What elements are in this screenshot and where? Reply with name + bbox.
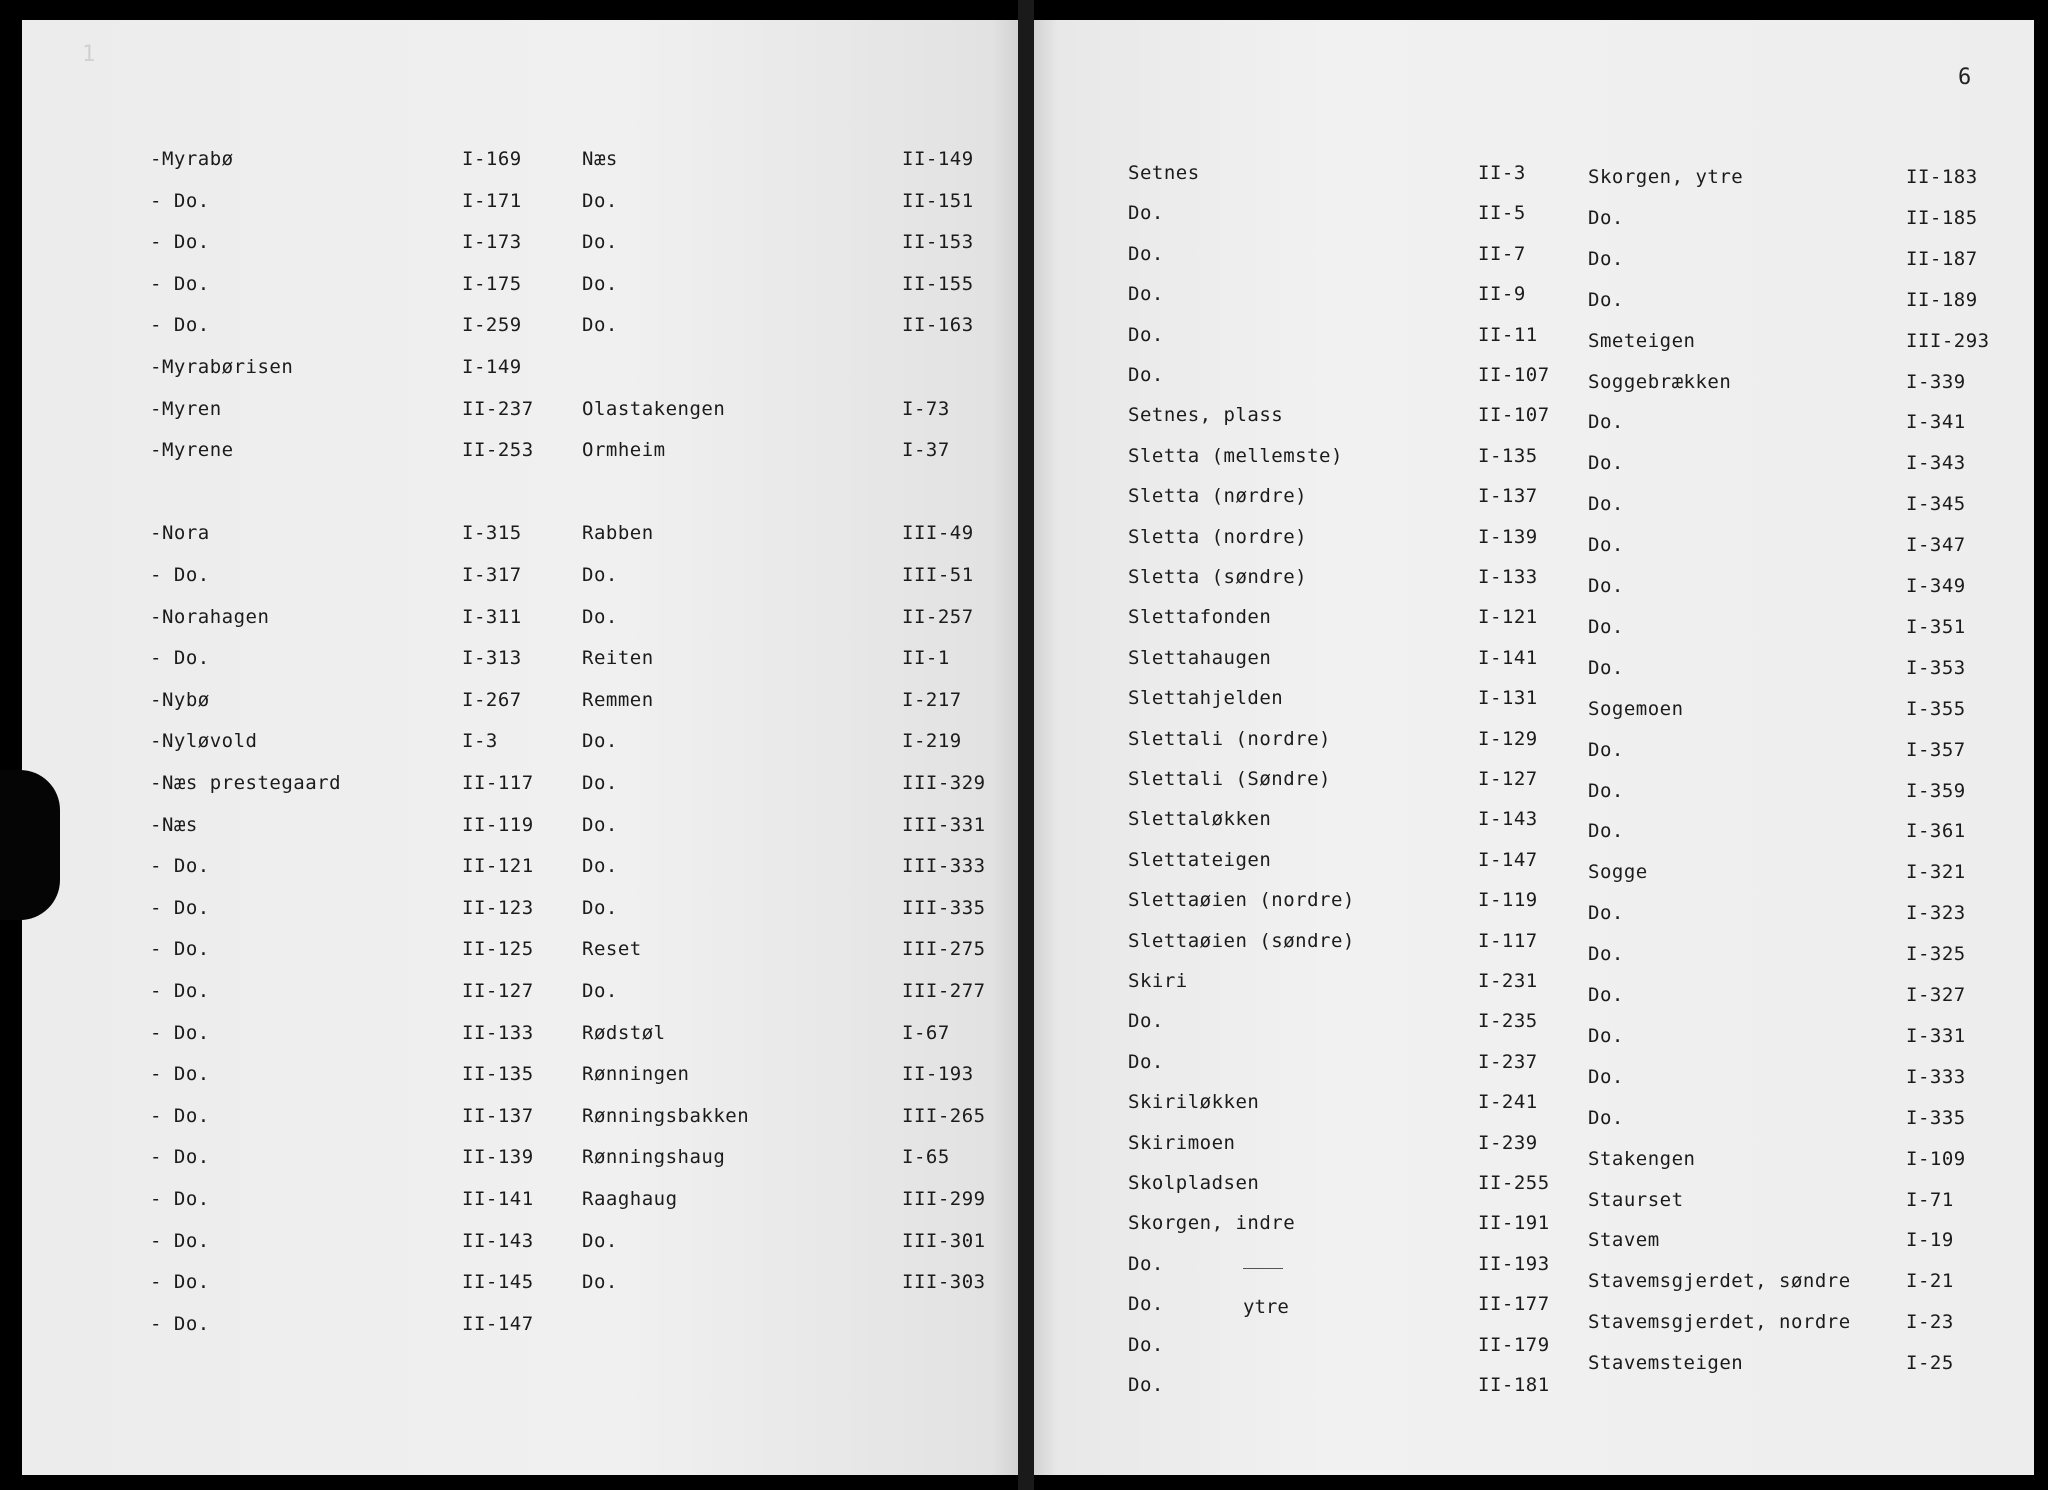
entry-name: Sogge — [1588, 861, 1648, 883]
entry-reference: I-313 — [462, 647, 522, 669]
entry-reference: III-331 — [902, 814, 986, 836]
entry-reference: II-253 — [462, 439, 534, 461]
entry-reference: I-239 — [1478, 1132, 1538, 1154]
entry-reference: I-359 — [1906, 780, 1966, 802]
entry-name: Rønningsbakken — [582, 1105, 750, 1127]
entry-name: - Do. — [150, 231, 210, 253]
entry-reference: II-257 — [902, 606, 974, 628]
entry-name: Do. — [1588, 820, 1624, 842]
entry-reference: I-335 — [1906, 1107, 1966, 1129]
entry-reference: I-65 — [902, 1146, 950, 1168]
entry-name: Do. — [1588, 902, 1624, 924]
entry-name: Skirimoen — [1128, 1132, 1236, 1154]
entry-reference: II-133 — [462, 1022, 534, 1044]
entry-name: Do. — [582, 730, 618, 752]
entry-reference: I-321 — [1906, 861, 1966, 883]
entry-name: Olastakengen — [582, 398, 726, 420]
entry-name: - Do. — [150, 1146, 210, 1168]
entry-reference: I-349 — [1906, 575, 1966, 597]
entry-reference: II-127 — [462, 980, 534, 1002]
entry-name: Stavem — [1588, 1229, 1660, 1251]
entry-reference: II-117 — [462, 772, 534, 794]
entry-reference: I-143 — [1478, 808, 1538, 830]
entry-name: Skorgen, indre — [1128, 1212, 1296, 1234]
entry-name: Do. — [582, 1230, 618, 1252]
entry-name: Rabben — [582, 522, 654, 544]
entry-reference: I-217 — [902, 689, 962, 711]
entry-reference: III-49 — [902, 522, 974, 544]
entry-reference: I-345 — [1906, 493, 1966, 515]
entry-name: Slettaløkken — [1128, 808, 1272, 830]
entry-name: Do. — [1588, 289, 1624, 311]
entry-name: Soggebrækken — [1588, 371, 1732, 393]
entry-reference: I-173 — [462, 231, 522, 253]
entry-name: - Do. — [150, 1230, 210, 1252]
entry-name: - Do. — [150, 273, 210, 295]
entry-name: Sogemoen — [1588, 698, 1684, 720]
entry-name: Slettali (Søndre) — [1128, 768, 1331, 790]
entry-reference: II-121 — [462, 855, 534, 877]
entry-name: Skiri — [1128, 970, 1188, 992]
entry-name: Do. — [582, 897, 618, 919]
entry-reference: I-131 — [1478, 687, 1538, 709]
entry-reference: II-151 — [902, 190, 974, 212]
entry-name: Do. — [1588, 575, 1624, 597]
entry-name: Do. — [582, 1271, 618, 1293]
entry-reference: I-67 — [902, 1022, 950, 1044]
entry-reference: II-1 — [902, 647, 950, 669]
entry-reference: I-343 — [1906, 452, 1966, 474]
entry-name: -Myrabø — [150, 148, 234, 170]
entry-name: Setnes — [1128, 162, 1200, 184]
entry-name: Do. — [582, 772, 618, 794]
right-page-number: 6 — [1958, 65, 1972, 90]
entry-name: Stavemsgjerdet, nordre — [1588, 1311, 1851, 1333]
entry-name: -Nyløvold — [150, 730, 258, 752]
entry-reference: I-259 — [462, 314, 522, 336]
entry-name: - Do. — [150, 855, 210, 877]
entry-reference: II-9 — [1478, 283, 1526, 305]
entry-reference: II-7 — [1478, 243, 1526, 265]
entry-name: -Myren — [150, 398, 222, 420]
entry-name: Do. — [1588, 452, 1624, 474]
entry-reference: II-123 — [462, 897, 534, 919]
entry-name: Do. — [582, 314, 618, 336]
entry-name: - Do. — [150, 1313, 210, 1335]
entry-name: Do. — [1128, 202, 1164, 224]
entry-reference: I-135 — [1478, 445, 1538, 467]
entry-name: Slettateigen — [1128, 849, 1272, 871]
entry-reference: I-23 — [1906, 1311, 1954, 1333]
divider — [1243, 1268, 1283, 1269]
entry-reference: II-255 — [1478, 1172, 1550, 1194]
entry-name: Do. — [1588, 493, 1624, 515]
entry-reference: II-189 — [1906, 289, 1978, 311]
entry-name: -Nybø — [150, 689, 210, 711]
entry-reference: I-361 — [1906, 820, 1966, 842]
entry-reference: I-109 — [1906, 1148, 1966, 1170]
entry-reference: I-25 — [1906, 1352, 1954, 1374]
entry-name: Do. — [1588, 739, 1624, 761]
entry-reference: I-315 — [462, 522, 522, 544]
entry-reference: II-155 — [902, 273, 974, 295]
entry-reference: I-311 — [462, 606, 522, 628]
entry-name: -Nora — [150, 522, 210, 544]
entry-name: Do. — [1128, 324, 1164, 346]
entry-name: Stavemsgjerdet, søndre — [1588, 1270, 1851, 1292]
entry-name: Remmen — [582, 689, 654, 711]
entry-reference: III-333 — [902, 855, 986, 877]
entry-reference: II-181 — [1478, 1374, 1550, 1396]
entry-reference: I-171 — [462, 190, 522, 212]
entry-reference: III-265 — [902, 1105, 986, 1127]
entry-reference: II-153 — [902, 231, 974, 253]
entry-name: Do. — [1588, 534, 1624, 556]
entry-name: - Do. — [150, 938, 210, 960]
entry-name: Do. — [1588, 1025, 1624, 1047]
entry-reference: II-191 — [1478, 1212, 1550, 1234]
entry-reference: II-147 — [462, 1313, 534, 1335]
entry-reference: II-193 — [1478, 1253, 1550, 1275]
entry-reference: I-325 — [1906, 943, 1966, 965]
entry-reference: I-169 — [462, 148, 522, 170]
entry-reference: I-133 — [1478, 566, 1538, 588]
entry-reference: I-117 — [1478, 930, 1538, 952]
entry-name: - Do. — [150, 1105, 210, 1127]
entry-reference: I-73 — [902, 398, 950, 420]
entry-name: Do. — [582, 273, 618, 295]
entry-reference: II-5 — [1478, 202, 1526, 224]
entry-reference: I-241 — [1478, 1091, 1538, 1113]
entry-reference: III-293 — [1906, 330, 1990, 352]
entry-name: - Do. — [150, 314, 210, 336]
entry-name: - Do. — [150, 980, 210, 1002]
entry-name: - Do. — [150, 647, 210, 669]
entry-reference: I-19 — [1906, 1229, 1954, 1251]
entry-name: Slettaøien (nordre) — [1128, 889, 1355, 911]
entry-reference: II-143 — [462, 1230, 534, 1252]
entry-name: Do. — [582, 564, 618, 586]
entry-reference: I-37 — [902, 439, 950, 461]
entry-name: Do. — [582, 606, 618, 628]
entry-reference: I-141 — [1478, 647, 1538, 669]
entry-name: Do. — [1588, 207, 1624, 229]
entry-reference: I-235 — [1478, 1010, 1538, 1032]
entry-reference: III-275 — [902, 938, 986, 960]
entry-name: - Do. — [150, 1188, 210, 1210]
entry-reference: I-127 — [1478, 768, 1538, 790]
book-gutter — [1018, 0, 1034, 1490]
entry-name: Do. — [582, 814, 618, 836]
entry-name: Do. — [582, 231, 618, 253]
entry-name: Do. — [1588, 248, 1624, 270]
entry-reference: I-355 — [1906, 698, 1966, 720]
entry-reference: II-187 — [1906, 248, 1978, 270]
entry-name: Setnes, plass — [1128, 404, 1284, 426]
entry-name: Sletta (søndre) — [1128, 566, 1308, 588]
entry-name: - Do. — [150, 1063, 210, 1085]
entry-name: Do. — [1128, 1253, 1164, 1275]
ytre-annotation: ytre — [1243, 1296, 1289, 1318]
entry-reference: II-139 — [462, 1146, 534, 1168]
entry-name: Skiriløkken — [1128, 1091, 1260, 1113]
entry-reference: II-163 — [902, 314, 974, 336]
left-page-number: 1 — [82, 42, 96, 67]
entry-name: Reiten — [582, 647, 654, 669]
entry-name: Sletta (nordre) — [1128, 526, 1308, 548]
entry-reference: I-339 — [1906, 371, 1966, 393]
entry-name: Rønningshaug — [582, 1146, 726, 1168]
entry-reference: II-107 — [1478, 364, 1550, 386]
right-page — [1028, 20, 2034, 1475]
entry-reference: II-149 — [902, 148, 974, 170]
entry-reference: I-357 — [1906, 739, 1966, 761]
entry-reference: II-179 — [1478, 1334, 1550, 1356]
entry-name: Do. — [1588, 1066, 1624, 1088]
entry-reference: I-175 — [462, 273, 522, 295]
left-page — [22, 20, 1022, 1475]
entry-reference: I-147 — [1478, 849, 1538, 871]
entry-reference: I-71 — [1906, 1189, 1954, 1211]
entry-reference: II-193 — [902, 1063, 974, 1085]
entry-reference: I-137 — [1478, 485, 1538, 507]
entry-name: Slettafonden — [1128, 606, 1272, 628]
entry-reference: II-119 — [462, 814, 534, 836]
entry-reference: I-3 — [462, 730, 498, 752]
entry-name: -Næs prestegaard — [150, 772, 342, 794]
entry-name: Stakengen — [1588, 1148, 1696, 1170]
entry-name: Ormheim — [582, 439, 666, 461]
entry-name: Do. — [1588, 984, 1624, 1006]
entry-name: Slettahaugen — [1128, 647, 1272, 669]
entry-reference: III-277 — [902, 980, 986, 1002]
entry-name: -Myrene — [150, 439, 234, 461]
entry-name: Do. — [1128, 1293, 1164, 1315]
entry-reference: I-119 — [1478, 889, 1538, 911]
entry-reference: I-323 — [1906, 902, 1966, 924]
entry-name: Do. — [582, 190, 618, 212]
entry-reference: I-347 — [1906, 534, 1966, 556]
entry-name: Staurset — [1588, 1189, 1684, 1211]
entry-name: - Do. — [150, 897, 210, 919]
entry-name: Skorgen, ytre — [1588, 166, 1744, 188]
entry-name: Reset — [582, 938, 642, 960]
entry-reference: II-183 — [1906, 166, 1978, 188]
entry-name: Do. — [1128, 1051, 1164, 1073]
entry-reference: III-301 — [902, 1230, 986, 1252]
entry-reference: I-121 — [1478, 606, 1538, 628]
binding-clip — [0, 770, 60, 920]
entry-name: Do. — [1588, 780, 1624, 802]
entry-name: Do. — [1128, 1374, 1164, 1396]
entry-reference: I-129 — [1478, 728, 1538, 750]
entry-name: Do. — [1588, 411, 1624, 433]
entry-reference: I-353 — [1906, 657, 1966, 679]
entry-name: Do. — [1128, 364, 1164, 386]
entry-name: Do. — [1128, 243, 1164, 265]
entry-name: Slettali (nordre) — [1128, 728, 1331, 750]
entry-name: Slettahjelden — [1128, 687, 1284, 709]
entry-reference: II-185 — [1906, 207, 1978, 229]
entry-reference: I-149 — [462, 356, 522, 378]
entry-reference: III-329 — [902, 772, 986, 794]
entry-name: Smeteigen — [1588, 330, 1696, 352]
entry-name: Do. — [1128, 1010, 1164, 1032]
entry-reference: II-145 — [462, 1271, 534, 1293]
entry-reference: I-139 — [1478, 526, 1538, 548]
entry-name: - Do. — [150, 564, 210, 586]
entry-name: Sletta (mellemste) — [1128, 445, 1343, 467]
entry-reference: I-231 — [1478, 970, 1538, 992]
entry-reference: I-237 — [1478, 1051, 1538, 1073]
entry-name: Do. — [1588, 943, 1624, 965]
entry-name: Stavemsteigen — [1588, 1352, 1744, 1374]
entry-reference: I-267 — [462, 689, 522, 711]
entry-reference: III-303 — [902, 1271, 986, 1293]
entry-name: - Do. — [150, 1022, 210, 1044]
entry-reference: II-3 — [1478, 162, 1526, 184]
entry-name: Do. — [1128, 1334, 1164, 1356]
entry-name: -Næs — [150, 814, 198, 836]
entry-reference: II-11 — [1478, 324, 1538, 346]
entry-reference: I-219 — [902, 730, 962, 752]
entry-name: - Do. — [150, 190, 210, 212]
entry-name: Rønningen — [582, 1063, 690, 1085]
entry-name: Næs — [582, 148, 618, 170]
entry-reference: II-137 — [462, 1105, 534, 1127]
entry-reference: I-351 — [1906, 616, 1966, 638]
entry-name: Do. — [1128, 283, 1164, 305]
entry-reference: I-317 — [462, 564, 522, 586]
entry-reference: III-335 — [902, 897, 986, 919]
entry-reference: II-125 — [462, 938, 534, 960]
entry-name: Do. — [582, 980, 618, 1002]
entry-name: Do. — [1588, 1107, 1624, 1129]
entry-reference: I-21 — [1906, 1270, 1954, 1292]
entry-reference: I-327 — [1906, 984, 1966, 1006]
entry-name: -Myrabørisen — [150, 356, 294, 378]
entry-reference: II-141 — [462, 1188, 534, 1210]
entry-reference: I-341 — [1906, 411, 1966, 433]
entry-name: Do. — [582, 855, 618, 877]
entry-name: Slettaøien (søndre) — [1128, 930, 1355, 952]
entry-reference: III-299 — [902, 1188, 986, 1210]
entry-reference: I-333 — [1906, 1066, 1966, 1088]
entry-name: Skolpladsen — [1128, 1172, 1260, 1194]
entry-reference: II-237 — [462, 398, 534, 420]
entry-name: -Norahagen — [150, 606, 270, 628]
entry-reference: II-107 — [1478, 404, 1550, 426]
entry-name: Raaghaug — [582, 1188, 678, 1210]
entry-name: Do. — [1588, 616, 1624, 638]
entry-reference: II-177 — [1478, 1293, 1550, 1315]
entry-name: - Do. — [150, 1271, 210, 1293]
entry-name: Sletta (nørdre) — [1128, 485, 1308, 507]
entry-reference: I-331 — [1906, 1025, 1966, 1047]
entry-name: Rødstøl — [582, 1022, 666, 1044]
entry-reference: II-135 — [462, 1063, 534, 1085]
entry-reference: III-51 — [902, 564, 974, 586]
entry-name: Do. — [1588, 657, 1624, 679]
